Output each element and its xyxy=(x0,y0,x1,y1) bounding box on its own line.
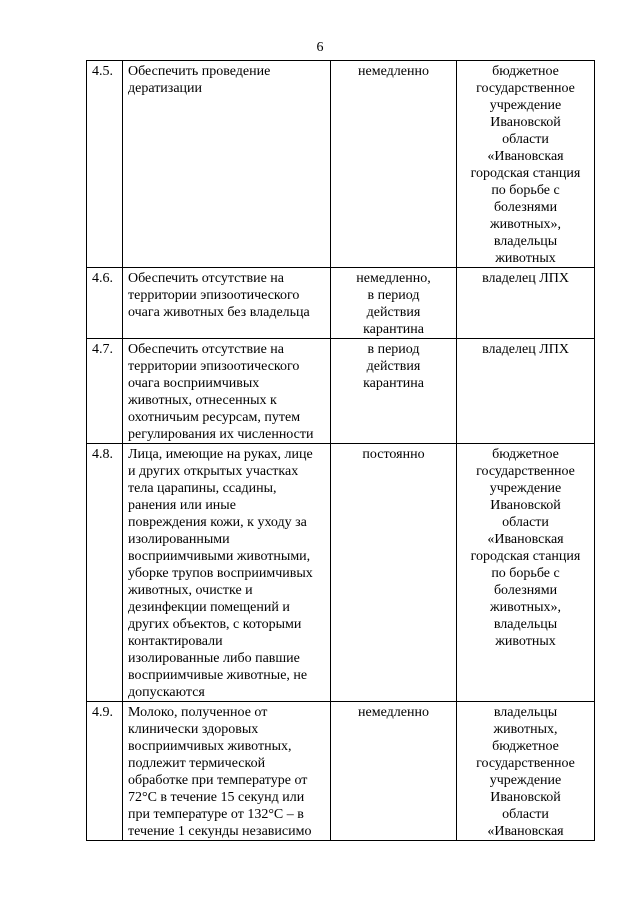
measure-text-line: Обеспечить проведение xyxy=(128,64,271,79)
measure-text-line: изолированными xyxy=(128,532,230,547)
deadline xyxy=(331,268,457,339)
deadline xyxy=(331,702,457,841)
responsible-line: бюджетное xyxy=(492,64,559,79)
measure-text-line: Молоко, полученное от xyxy=(128,705,268,720)
responsible-line: Ивановской xyxy=(490,790,561,805)
responsible-line: болезнями xyxy=(493,200,558,215)
responsible-line: владелец ЛПХ xyxy=(482,342,569,357)
responsible-line: государственное xyxy=(476,756,575,771)
responsible-line: бюджетное xyxy=(492,447,559,462)
responsible-line: животных xyxy=(495,251,556,266)
measure-text-line: при температуре от 132°С – в xyxy=(128,807,304,822)
responsible xyxy=(457,339,595,444)
responsible-line: государственное xyxy=(476,81,575,96)
responsible-line: по борьбе с xyxy=(491,183,560,198)
measure-text-line: охотничьим ресурсам, путем xyxy=(128,410,301,425)
deadline xyxy=(331,61,457,268)
responsible-line: животных», xyxy=(489,600,561,615)
responsible-line: учреждение xyxy=(489,98,562,113)
responsible-line: городская станция xyxy=(470,166,581,181)
responsible-line: учреждение xyxy=(489,773,562,788)
measure-text-line: повреждения кожи, к уходу за xyxy=(128,515,307,530)
measure-text xyxy=(123,444,331,702)
measure-text-line: Обеспечить отсутствие на xyxy=(128,271,284,286)
responsible-line: по борьбе с xyxy=(491,566,560,581)
responsible xyxy=(457,444,595,702)
item-number: 4.9. xyxy=(87,702,123,841)
responsible-line: бюджетное xyxy=(492,739,559,754)
measure-text-line: дезинфекции помещений и xyxy=(128,600,290,615)
measure-text-line: контактировали xyxy=(128,634,223,649)
page-number: 6 xyxy=(316,40,324,55)
measure-text-line: территории эпизоотического xyxy=(128,359,300,374)
measure-text-line: восприимчивыми животными, xyxy=(128,549,311,564)
responsible-line: «Ивановская xyxy=(487,532,564,547)
measure-text-line: уборке трупов восприимчивых xyxy=(128,566,313,581)
deadline-line: немедленно xyxy=(358,64,429,79)
measure-text-line: дератизации xyxy=(128,81,203,96)
responsible-line: болезнями xyxy=(493,583,558,598)
measure-text xyxy=(123,268,331,339)
measure-text-line: очага восприимчивых xyxy=(128,376,260,391)
responsible-line: государственное xyxy=(476,464,575,479)
measure-text-line: восприимчивых животных, xyxy=(128,739,292,754)
deadline-line: действия xyxy=(366,359,421,374)
deadline-line: немедленно xyxy=(358,705,429,720)
responsible-line: учреждение xyxy=(489,481,562,496)
measure-text-line: регулирования их численности xyxy=(128,427,314,442)
item-number: 4.6. xyxy=(87,268,123,339)
measure-text-line: животных, отнесенных к xyxy=(128,393,277,408)
deadline-line: в период xyxy=(367,288,420,303)
measure-text-line: и других открытых участках xyxy=(128,464,299,479)
responsible-line: животных xyxy=(495,634,556,649)
table-row xyxy=(87,268,595,339)
measure-text-line: 72°С в течение 15 секунд или xyxy=(128,790,305,805)
responsible xyxy=(457,61,595,268)
responsible xyxy=(457,702,595,841)
deadline-line: карантина xyxy=(363,322,424,337)
deadline-line: карантина xyxy=(363,376,424,391)
measure-text-line: других объектов, с которыми xyxy=(128,617,302,632)
responsible-line: Ивановской xyxy=(490,498,561,513)
deadline xyxy=(331,444,457,702)
measure-text-line: очага животных без владельца xyxy=(128,305,310,320)
measure-text-line: животных, очистке и xyxy=(128,583,253,598)
responsible-line: области xyxy=(502,807,549,822)
deadline-line: немедленно, xyxy=(356,271,431,286)
responsible-line: владельцы xyxy=(493,705,558,720)
measure-text-line: изолированные либо павшие xyxy=(128,651,300,666)
item-number: 4.8. xyxy=(87,444,123,702)
measure-text xyxy=(123,339,331,444)
measure-text-line: Лица, имеющие на руках, лице xyxy=(128,447,313,462)
item-number: 4.5. xyxy=(87,61,123,268)
measure-text-line: подлежит термической xyxy=(128,756,266,771)
responsible-line: животных, xyxy=(493,722,558,737)
responsible-line: животных», xyxy=(489,217,561,232)
measure-text-line: территории эпизоотического xyxy=(128,288,300,303)
measure-text-line: восприимчивые животные, не xyxy=(128,668,308,683)
measure-text-line: обработке при температуре от xyxy=(128,773,308,788)
responsible-line: владельцы xyxy=(493,234,558,249)
responsible-line: области xyxy=(502,132,549,147)
table-row xyxy=(87,339,595,444)
measure-text-line: течение 1 секунды независимо xyxy=(128,824,312,839)
table-row xyxy=(87,61,595,268)
deadline xyxy=(331,339,457,444)
measure-text-line: тела царапины, ссадины, xyxy=(128,481,277,496)
deadline-line: в период xyxy=(367,342,420,357)
responsible xyxy=(457,268,595,339)
responsible-line: области xyxy=(502,515,549,530)
deadline-line: постоянно xyxy=(362,447,425,462)
measure-text-line: допускаются xyxy=(128,685,205,700)
measure-text xyxy=(123,61,331,268)
measure-text-line: Обеспечить отсутствие на xyxy=(128,342,284,357)
deadline-line: действия xyxy=(366,305,421,320)
responsible-line: «Ивановская xyxy=(487,149,564,164)
responsible-line: владелец ЛПХ xyxy=(482,271,569,286)
measure-text-line: клинически здоровых xyxy=(128,722,259,737)
responsible-line: владельцы xyxy=(493,617,558,632)
responsible-line: «Ивановская xyxy=(487,824,564,839)
item-number: 4.7. xyxy=(87,339,123,444)
responsible-line: Ивановской xyxy=(490,115,561,130)
measure-text xyxy=(123,702,331,841)
responsible-line: городская станция xyxy=(470,549,581,564)
measures-table xyxy=(86,60,595,841)
table-row xyxy=(87,444,595,702)
table-row xyxy=(87,702,595,841)
measure-text-line: ранения или иные xyxy=(128,498,236,513)
